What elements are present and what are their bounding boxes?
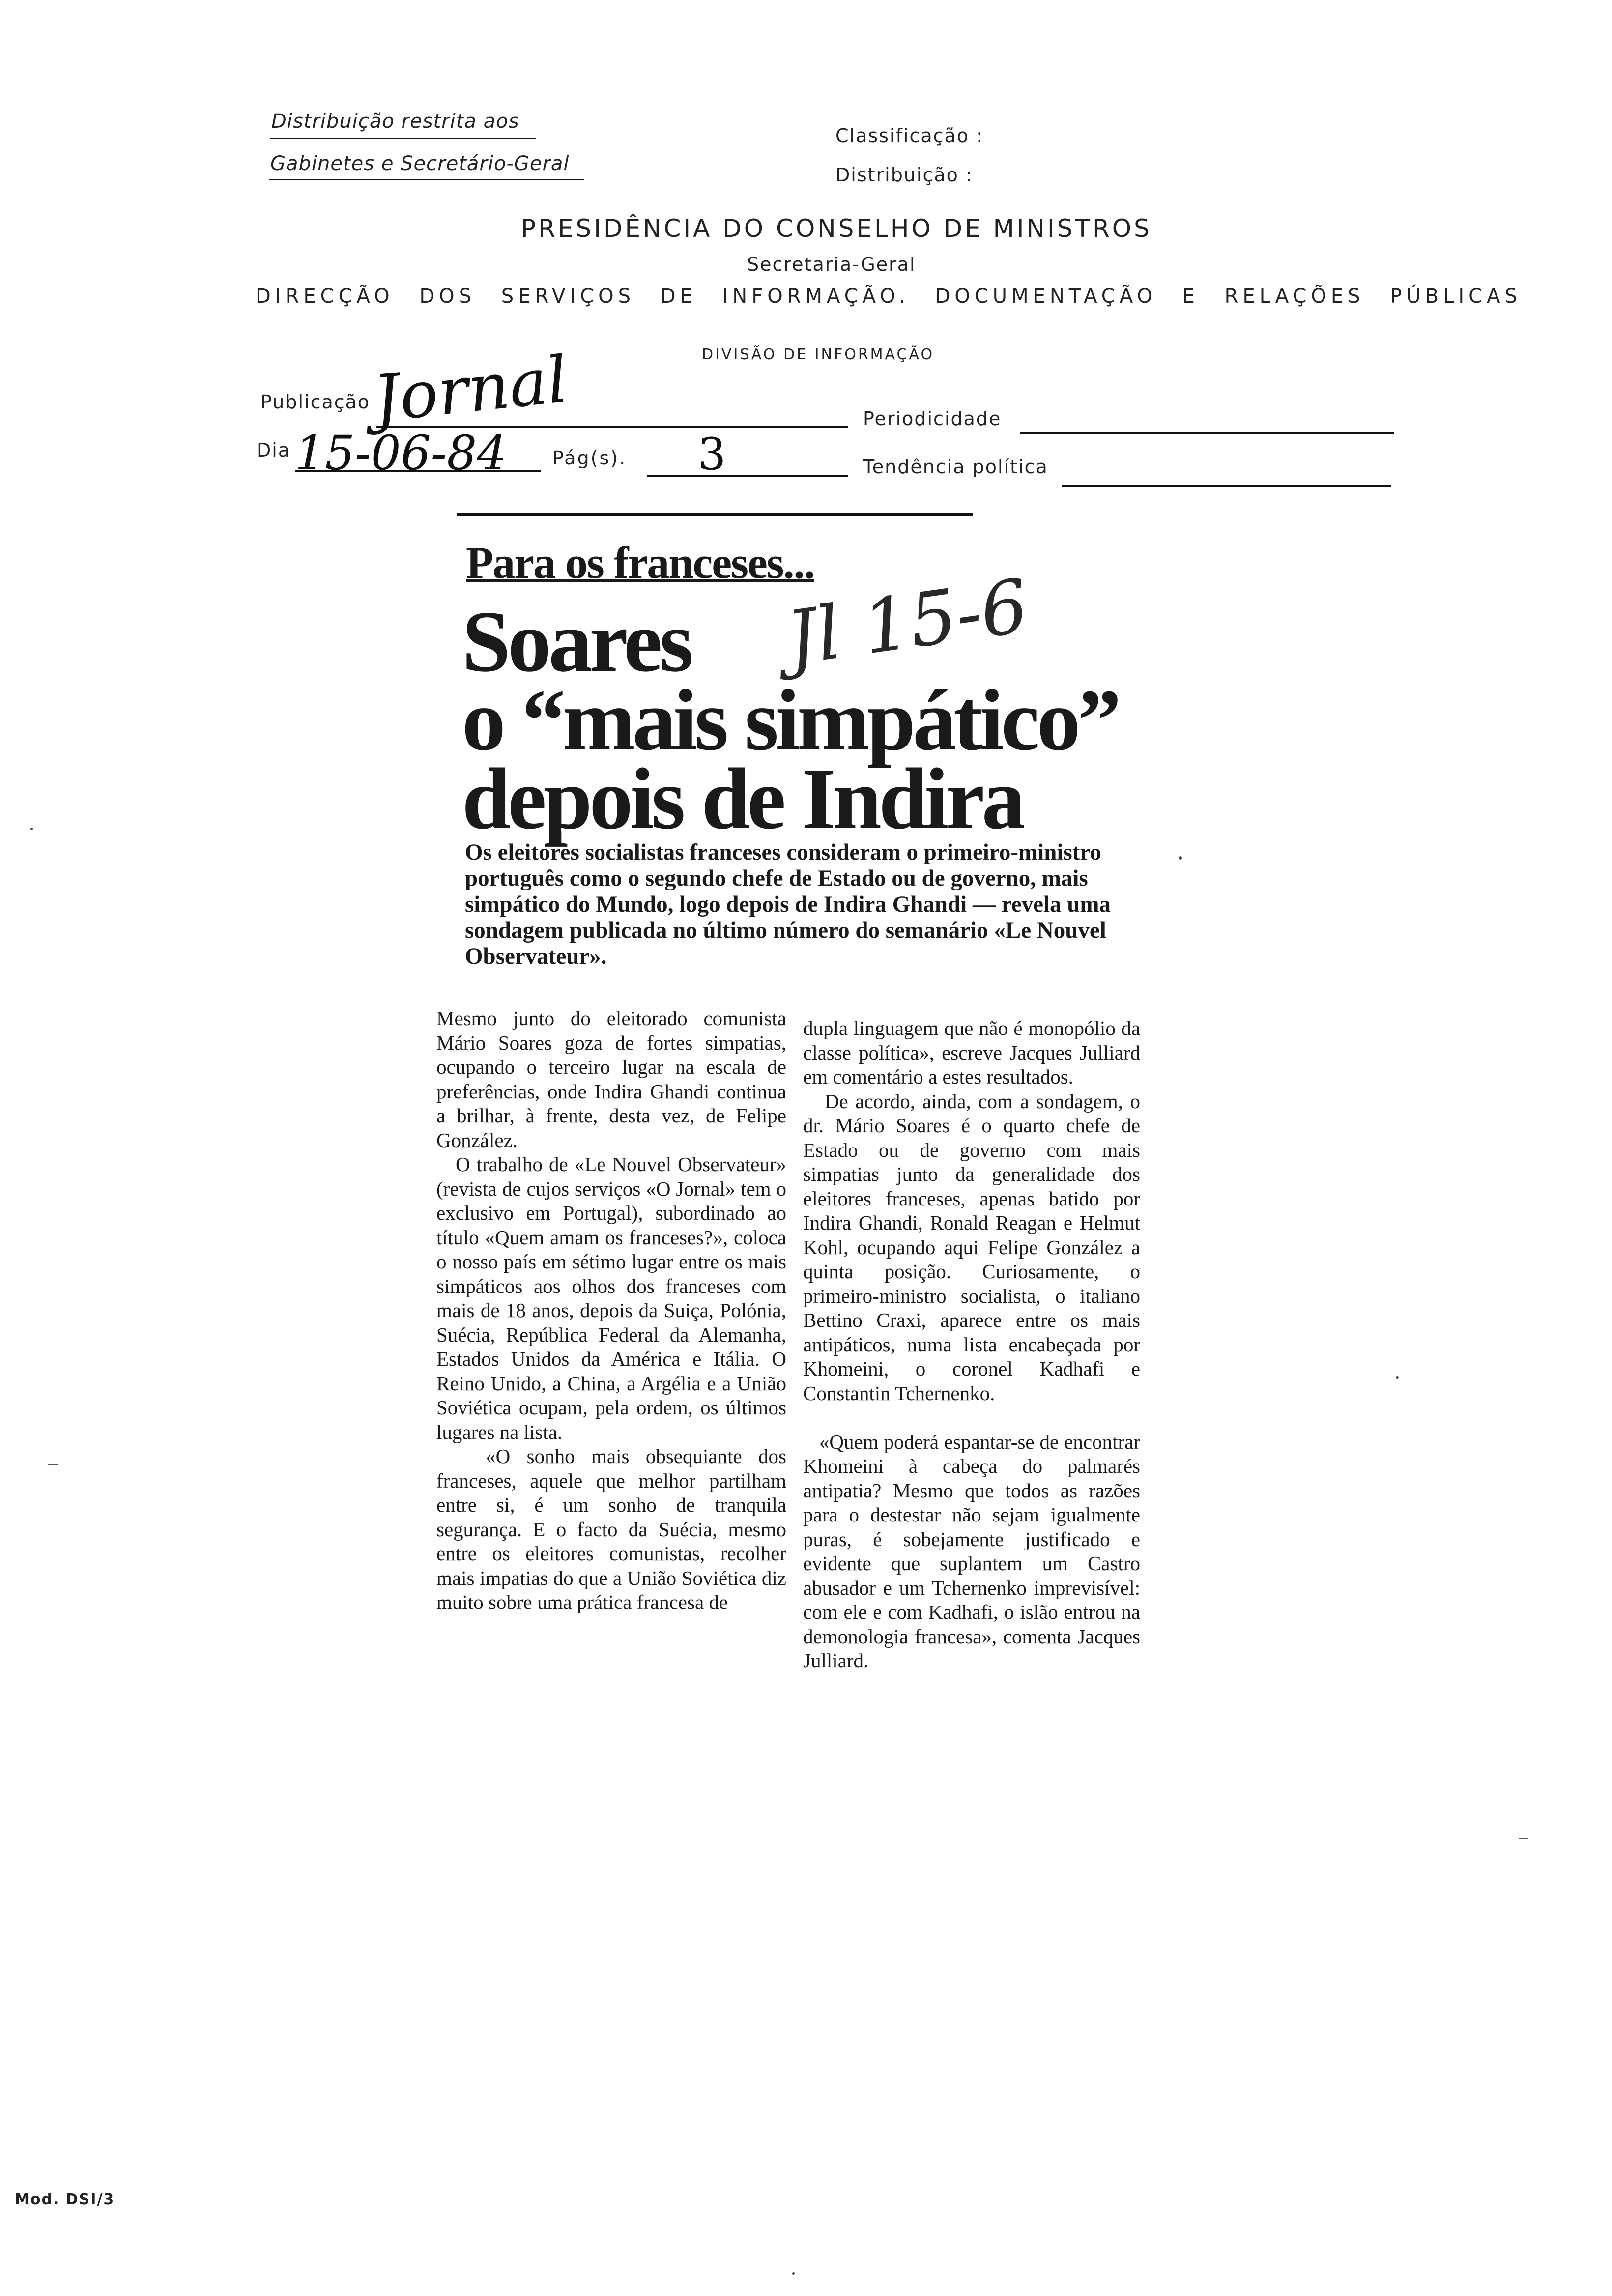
scan-speck (1396, 1376, 1399, 1379)
article-lead: Os eleitores socialistas franceses consideram o primeiro-ministro português como o segundo chefe de Estado ou de governo, mais simpático do Mundo, logo depois de Indira Ghandi — revela uma sondagem publicada no último número do semanário «Le Nouvel Observateur». (465, 839, 1111, 969)
article-column-1: Mesmo junto do eleitorado comunista Mário Soares goza de fortes simpatias, ocupando o terceiro lugar na escala de preferências, onde Indira Ghandi continua a brilhar, à frente, desta vez, de Felipe González. O trabalho de «Le Nouvel Observateur» (revista de cujos serviços «O Jornal» tem o exclusivo em Portugal), subordinado ao título «Quem amam os franceses?», coloca o nosso país em sétimo lugar entre os mais simpáticos aos olhos dos franceses com mais de 18 anos, depois da Suiça, Polónia, Suécia, República Federal da Alemanha, Estados Unidos da América e Itália. O Reino Unido, a China, a Argélia e a União Soviética ocupam, pela ordem, os últimos lugares na lista. «O sonho mais obsequiante dos franceses, aquele que melhor partilham entre si, é um sonho de tranquila segurança. E o facto da Suécia, mesmo entre os eleitores comunistas, recolher mais impatias do que a União Soviética diz muito sobre uma prática francesa de (436, 1007, 787, 1613)
political-tendency-label: Tendência política (863, 456, 1048, 478)
directorate-label: DIRECÇÃO DOS SERVIÇOS DE INFORMAÇÃO. DOCUMENTAÇÃO E RELAÇÕES PÚBLICAS (256, 285, 1522, 308)
day-label: Dia (257, 439, 291, 461)
publication-label: Publicação (260, 391, 371, 413)
article-headline-line2: o “mais simpático” (462, 671, 1119, 769)
restricted-distribution-line2: Gabinetes e Secretário-Geral (270, 152, 570, 175)
distribution-label: Distribuição : (835, 164, 973, 186)
secretariat-label: Secretaria-Geral (747, 254, 916, 275)
handwritten-note: Jl 15-6 (781, 563, 1034, 682)
article-top-rule (457, 513, 973, 516)
pages-rule (647, 475, 848, 477)
classification-label: Classificação : (835, 125, 983, 146)
model-code: Mod. DSI/3 (15, 2191, 115, 2208)
scan-speck (30, 828, 33, 830)
scan-dash (1519, 1838, 1528, 1839)
article-kicker: Para os franceses... (466, 538, 814, 588)
article-column-2: dupla linguagem que não é monopólio da classe política», escreve Jacques Julliard em comentário a estes resultados. De acordo, ainda, com a sondagem, o dr. Mário Soares é o quarto chefe de Estado ou de governo com mais simpatias junto da generalidade dos eleitores franceses, apenas batido por Indira Ghandi, Ronald Reagan e Helmut Kohl, ocupando aqui Felipe González a quinta posição. Curiosamente, o primeiro-ministro socialista, o italiano Bettino Craxi, aparece entre os mais antipáticos, numa lista encabeçada por Khomeini, o coronel Kadhafi e Constantin Tchernenko. «Quem poderá espantar-se de encontrar Khomeini à cabeça do palmarés antipatia? Mesmo que todos as razões para o destestar não sejam igualmente puras, é sobejamente justificado e evidente que suplantem um Castro abusador e um Tchernenko imprevisível: com ele e com Kadhafi, o islão entrou na demonologia francesa», comenta Jacques Julliard. (803, 1017, 1140, 1672)
restricted-rule-2 (269, 179, 584, 180)
pages-value: 3 (698, 429, 726, 480)
day-value: 15-06-84 (295, 426, 507, 481)
restricted-distribution-line1: Distribuição restrita aos (271, 110, 519, 133)
restricted-rule-1 (270, 138, 536, 139)
publication-value: Jornal (370, 342, 572, 437)
periodicity-rule (1020, 432, 1394, 434)
institution-title: PRESIDÊNCIA DO CONSELHO DE MINISTROS (521, 214, 1152, 243)
division-label: DIVISÃO DE INFORMAÇÃO (702, 346, 935, 363)
article-headline-line1: Soares (462, 593, 691, 690)
day-rule (295, 470, 541, 472)
scan-speck (792, 2272, 795, 2275)
periodicity-label: Periodicidade (863, 408, 1002, 430)
scan-speck (1179, 856, 1182, 860)
scan-dash (48, 1464, 58, 1465)
pages-label: Pág(s). (552, 447, 627, 469)
political-tendency-rule (1062, 485, 1391, 487)
article-headline-line3: depois de Indira (462, 750, 1023, 847)
